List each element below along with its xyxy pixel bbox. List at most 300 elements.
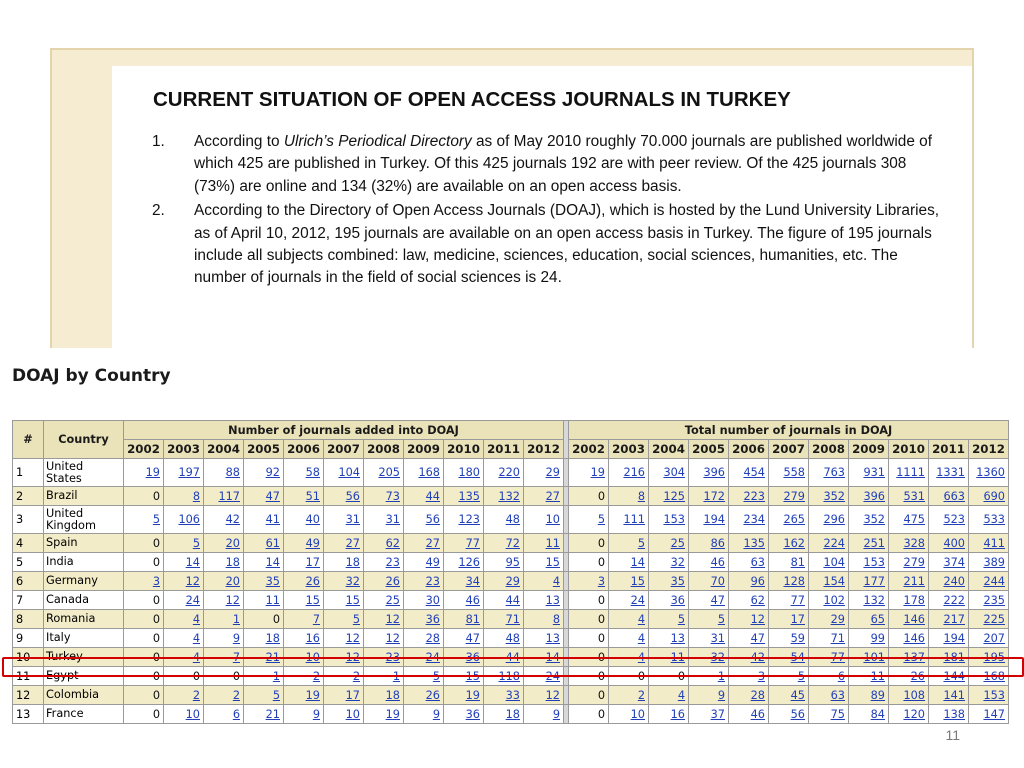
count-link[interactable]: 4 xyxy=(677,688,685,702)
total-cell-2005 xyxy=(689,705,729,724)
count-link[interactable]: 72 xyxy=(505,536,520,550)
count-link[interactable]: 28 xyxy=(750,688,765,702)
total-cell-2010 xyxy=(889,553,929,572)
count-link[interactable]: 11 xyxy=(670,650,685,664)
count-link[interactable]: 374 xyxy=(943,555,965,569)
count-link[interactable]: 108 xyxy=(903,688,925,702)
count-link[interactable]: 104 xyxy=(823,555,845,569)
count-link[interactable]: 27 xyxy=(345,536,360,550)
count-link[interactable]: 23 xyxy=(425,574,440,588)
count-link[interactable]: 63 xyxy=(750,555,765,569)
count-link[interactable]: 19 xyxy=(465,688,480,702)
count-link[interactable]: 180 xyxy=(458,466,480,479)
count-link[interactable]: 154 xyxy=(823,574,845,588)
count-link[interactable]: 36 xyxy=(425,612,440,626)
count-link[interactable]: 533 xyxy=(983,513,1005,526)
count-link[interactable]: 763 xyxy=(823,466,845,479)
count-link[interactable]: 10 xyxy=(545,513,560,526)
count-link[interactable]: 132 xyxy=(498,489,520,503)
count-link[interactable]: 77 xyxy=(465,536,480,550)
count-link[interactable]: 153 xyxy=(863,555,885,569)
count-link[interactable]: 13 xyxy=(670,631,685,645)
count-link[interactable]: 47 xyxy=(265,489,280,503)
count-link[interactable]: 15 xyxy=(305,593,320,607)
total-cell-2012 xyxy=(969,506,1009,534)
count-link[interactable]: 9 xyxy=(312,707,320,721)
count-link[interactable]: 177 xyxy=(863,574,885,588)
count-link[interactable]: 9 xyxy=(432,707,440,721)
count-link[interactable]: 2 xyxy=(192,688,200,702)
count-link[interactable]: 220 xyxy=(498,466,520,479)
count-link[interactable]: 931 xyxy=(863,466,885,479)
added-cell-2003 xyxy=(164,591,204,610)
count-link[interactable]: 132 xyxy=(863,593,885,607)
count-link[interactable]: 20 xyxy=(225,574,240,588)
added-cell-2004 xyxy=(204,459,244,487)
count-link[interactable]: 11 xyxy=(265,593,280,607)
year-header-added-2006: 2006 xyxy=(284,440,324,459)
count-link[interactable]: 19 xyxy=(590,466,605,479)
count-link[interactable]: 13 xyxy=(545,593,560,607)
count-link[interactable]: 5 xyxy=(272,688,280,702)
added-cell-2003 xyxy=(164,459,204,487)
count-link[interactable]: 8 xyxy=(552,612,560,626)
count-link[interactable]: 144 xyxy=(943,669,965,683)
count-link[interactable]: 24 xyxy=(630,593,645,607)
row-index: 10 xyxy=(13,648,44,667)
count-link[interactable]: 73 xyxy=(385,489,400,503)
total-cell-2010 xyxy=(889,459,929,487)
count-link[interactable]: 17 xyxy=(305,555,320,569)
table-row-italy xyxy=(13,629,1009,648)
count-link[interactable]: 18 xyxy=(225,555,240,569)
count-link[interactable]: 16 xyxy=(305,631,320,645)
count-link[interactable]: 279 xyxy=(783,489,805,503)
count-link[interactable]: 16 xyxy=(670,707,685,721)
added-cell-2005 xyxy=(244,610,284,629)
count-link[interactable]: 47 xyxy=(465,631,480,645)
count-link[interactable]: 71 xyxy=(505,612,520,626)
count-link[interactable]: 690 xyxy=(983,489,1005,503)
count-link[interactable]: 1360 xyxy=(976,466,1005,479)
count-link[interactable]: 7 xyxy=(312,612,320,626)
count-link[interactable]: 234 xyxy=(743,513,765,526)
count-link[interactable]: 279 xyxy=(903,555,925,569)
count-link[interactable]: 135 xyxy=(743,536,765,550)
count-link[interactable]: 14 xyxy=(265,555,280,569)
count-link[interactable]: 99 xyxy=(870,631,885,645)
count-link[interactable]: 9 xyxy=(552,707,560,721)
count-link[interactable]: 5 xyxy=(352,612,360,626)
count-link[interactable]: 15 xyxy=(630,574,645,588)
count-link[interactable]: 42 xyxy=(225,513,240,526)
count-link[interactable]: 31 xyxy=(345,513,360,526)
added-cell-2011 xyxy=(484,487,524,506)
count-link[interactable]: 17 xyxy=(345,688,360,702)
count-link[interactable]: 244 xyxy=(983,574,1005,588)
count-link[interactable]: 14 xyxy=(545,650,560,664)
added-cell-2009 xyxy=(404,487,444,506)
count-link[interactable]: 4 xyxy=(552,574,560,588)
count-link[interactable]: 86 xyxy=(710,536,725,550)
count-link[interactable]: 128 xyxy=(783,574,805,588)
count-link[interactable]: 1 xyxy=(717,669,725,683)
count-link[interactable]: 225 xyxy=(983,612,1005,626)
count-link[interactable]: 663 xyxy=(943,489,965,503)
count-link[interactable]: 106 xyxy=(178,513,200,526)
count-link[interactable]: 54 xyxy=(790,650,805,664)
count-link[interactable]: 29 xyxy=(545,466,560,479)
count-link[interactable]: 61 xyxy=(265,536,280,550)
count-link[interactable]: 3 xyxy=(757,669,765,683)
count-link[interactable]: 205 xyxy=(378,466,400,479)
count-link[interactable]: 15 xyxy=(465,669,480,683)
added-cell-2004 xyxy=(204,487,244,506)
count-link[interactable]: 48 xyxy=(505,631,520,645)
count-link[interactable]: 240 xyxy=(943,574,965,588)
count-link[interactable]: 35 xyxy=(265,574,280,588)
count-link[interactable]: 1111 xyxy=(896,466,925,479)
count-link[interactable]: 10 xyxy=(305,650,320,664)
count-link[interactable]: 8 xyxy=(192,489,200,503)
count-link[interactable]: 400 xyxy=(943,536,965,550)
count-link[interactable]: 137 xyxy=(903,650,925,664)
count-link[interactable]: 49 xyxy=(425,555,440,569)
count-link[interactable]: 27 xyxy=(425,536,440,550)
total-cell-2006 xyxy=(729,686,769,705)
count-link[interactable]: 21 xyxy=(265,707,280,721)
count-link[interactable]: 56 xyxy=(425,513,440,526)
count-link[interactable]: 197 xyxy=(178,466,200,479)
count-link[interactable]: 81 xyxy=(465,612,480,626)
added-cell-2006 xyxy=(284,705,324,724)
count-link[interactable]: 126 xyxy=(458,555,480,569)
count-link[interactable]: 84 xyxy=(870,707,885,721)
count-link[interactable]: 12 xyxy=(385,631,400,645)
count-link[interactable]: 5 xyxy=(677,612,685,626)
count-link[interactable]: 12 xyxy=(345,631,360,645)
count-link[interactable]: 125 xyxy=(663,489,685,503)
count-value: 0 xyxy=(597,707,605,721)
count-link[interactable]: 2 xyxy=(312,669,320,683)
count-link[interactable]: 5 xyxy=(717,612,725,626)
count-link[interactable]: 26 xyxy=(385,574,400,588)
count-link[interactable]: 1331 xyxy=(936,466,965,479)
count-link[interactable]: 47 xyxy=(750,631,765,645)
count-link[interactable]: 523 xyxy=(943,513,965,526)
added-cell-2003 xyxy=(164,629,204,648)
count-link[interactable]: 304 xyxy=(663,466,685,479)
count-link[interactable]: 42 xyxy=(750,650,765,664)
count-link[interactable]: 32 xyxy=(710,650,725,664)
count-link[interactable]: 10 xyxy=(345,707,360,721)
count-link[interactable]: 44 xyxy=(505,650,520,664)
count-link[interactable]: 29 xyxy=(830,612,845,626)
count-link[interactable]: 15 xyxy=(545,555,560,569)
count-link[interactable]: 31 xyxy=(385,513,400,526)
count-link[interactable]: 1 xyxy=(232,612,240,626)
count-link[interactable]: 62 xyxy=(385,536,400,550)
count-link[interactable]: 211 xyxy=(903,574,925,588)
count-link[interactable]: 328 xyxy=(903,536,925,550)
count-link[interactable]: 19 xyxy=(305,688,320,702)
count-link[interactable]: 63 xyxy=(830,688,845,702)
count-link[interactable]: 96 xyxy=(750,574,765,588)
total-cell-2010 xyxy=(889,534,929,553)
count-link[interactable]: 168 xyxy=(418,466,440,479)
total-cell-2003 xyxy=(609,459,649,487)
bullet-point-2 xyxy=(150,200,940,290)
count-link[interactable]: 194 xyxy=(943,631,965,645)
count-link[interactable]: 18 xyxy=(265,631,280,645)
count-link[interactable]: 17 xyxy=(790,612,805,626)
count-link[interactable]: 389 xyxy=(983,555,1005,569)
count-link[interactable]: 10 xyxy=(630,707,645,721)
count-link[interactable]: 251 xyxy=(863,536,885,550)
total-cell-2009 xyxy=(849,591,889,610)
count-link[interactable]: 475 xyxy=(903,513,925,526)
count-link[interactable]: 27 xyxy=(545,489,560,503)
count-link[interactable]: 77 xyxy=(790,593,805,607)
count-link[interactable]: 92 xyxy=(265,466,280,479)
added-cell-2003 xyxy=(164,487,204,506)
count-link[interactable]: 59 xyxy=(790,631,805,645)
count-link[interactable]: 44 xyxy=(505,593,520,607)
count-link[interactable]: 62 xyxy=(750,593,765,607)
count-link[interactable]: 15 xyxy=(345,593,360,607)
count-link[interactable]: 296 xyxy=(823,513,845,526)
count-link[interactable]: 5 xyxy=(597,513,605,526)
count-link[interactable]: 12 xyxy=(750,612,765,626)
count-link[interactable]: 4 xyxy=(192,650,200,664)
count-link[interactable]: 14 xyxy=(630,555,645,569)
count-link[interactable]: 48 xyxy=(505,513,520,526)
count-link[interactable]: 411 xyxy=(983,536,1005,550)
count-link[interactable]: 13 xyxy=(545,631,560,645)
count-link[interactable]: 531 xyxy=(903,489,925,503)
count-link[interactable]: 14 xyxy=(185,555,200,569)
count-link[interactable]: 111 xyxy=(623,513,645,526)
count-link[interactable]: 4 xyxy=(637,612,645,626)
count-link[interactable]: 223 xyxy=(743,489,765,503)
added-cell-2008 xyxy=(364,506,404,534)
count-link[interactable]: 5 xyxy=(432,669,440,683)
count-link[interactable]: 33 xyxy=(505,688,520,702)
count-link[interactable]: 29 xyxy=(505,574,520,588)
count-link[interactable]: 46 xyxy=(465,593,480,607)
count-link[interactable]: 146 xyxy=(903,631,925,645)
count-link[interactable]: 9 xyxy=(232,631,240,645)
count-link[interactable]: 117 xyxy=(218,489,240,503)
count-link[interactable]: 12 xyxy=(545,688,560,702)
count-link[interactable]: 18 xyxy=(385,688,400,702)
count-link[interactable]: 102 xyxy=(823,593,845,607)
total-cell-2004 xyxy=(649,459,689,487)
count-link[interactable]: 153 xyxy=(663,513,685,526)
count-link[interactable]: 123 xyxy=(458,513,480,526)
count-link[interactable]: 18 xyxy=(345,555,360,569)
count-link[interactable]: 19 xyxy=(145,466,160,479)
added-cell-2010 xyxy=(444,506,484,534)
count-link[interactable]: 23 xyxy=(385,555,400,569)
count-link[interactable]: 265 xyxy=(783,513,805,526)
count-link[interactable]: 24 xyxy=(425,650,440,664)
added-cell-2007 xyxy=(324,487,364,506)
count-link[interactable]: 46 xyxy=(710,555,725,569)
count-link[interactable]: 46 xyxy=(750,707,765,721)
count-link[interactable]: 24 xyxy=(185,593,200,607)
count-link[interactable]: 146 xyxy=(903,612,925,626)
count-link[interactable]: 168 xyxy=(983,669,1005,683)
count-link[interactable]: 352 xyxy=(863,513,885,526)
count-link[interactable]: 32 xyxy=(670,555,685,569)
count-link[interactable]: 6 xyxy=(232,707,240,721)
count-link[interactable]: 11 xyxy=(870,669,885,683)
count-link[interactable]: 45 xyxy=(790,688,805,702)
total-cell-2008 xyxy=(809,534,849,553)
count-link[interactable]: 51 xyxy=(305,489,320,503)
count-link[interactable]: 7 xyxy=(232,650,240,664)
count-link[interactable]: 135 xyxy=(458,489,480,503)
count-link[interactable]: 4 xyxy=(192,612,200,626)
count-link[interactable]: 5 xyxy=(797,669,805,683)
count-link[interactable]: 36 xyxy=(465,707,480,721)
count-link[interactable]: 19 xyxy=(385,707,400,721)
count-link[interactable]: 4 xyxy=(192,631,200,645)
count-link[interactable]: 2 xyxy=(352,669,360,683)
count-link[interactable]: 396 xyxy=(863,489,885,503)
count-link[interactable]: 71 xyxy=(830,631,845,645)
count-link[interactable]: 49 xyxy=(305,536,320,550)
count-link[interactable]: 28 xyxy=(425,631,440,645)
count-link[interactable]: 118 xyxy=(498,669,520,683)
count-link[interactable]: 18 xyxy=(505,707,520,721)
count-link[interactable]: 222 xyxy=(943,593,965,607)
count-link[interactable]: 224 xyxy=(823,536,845,550)
count-link[interactable]: 32 xyxy=(345,574,360,588)
year-header-total-2007: 2007 xyxy=(769,440,809,459)
count-link[interactable]: 5 xyxy=(192,536,200,550)
count-link[interactable]: 75 xyxy=(830,707,845,721)
count-link[interactable]: 58 xyxy=(305,466,320,479)
count-link[interactable]: 138 xyxy=(943,707,965,721)
total-cell-2009 xyxy=(849,487,889,506)
count-link[interactable]: 37 xyxy=(710,707,725,721)
count-link[interactable]: 40 xyxy=(305,513,320,526)
year-header-total-2012: 2012 xyxy=(969,440,1009,459)
count-link[interactable]: 44 xyxy=(425,489,440,503)
count-link[interactable]: 34 xyxy=(465,574,480,588)
count-link[interactable]: 56 xyxy=(790,707,805,721)
count-link[interactable]: 77 xyxy=(830,650,845,664)
count-link[interactable]: 217 xyxy=(943,612,965,626)
count-link[interactable]: 12 xyxy=(225,593,240,607)
count-link[interactable]: 216 xyxy=(623,466,645,479)
count-link[interactable]: 70 xyxy=(710,574,725,588)
count-link[interactable]: 23 xyxy=(385,650,400,664)
count-link[interactable]: 352 xyxy=(823,489,845,503)
count-link[interactable]: 24 xyxy=(545,669,560,683)
count-link[interactable]: 172 xyxy=(703,489,725,503)
count-link[interactable]: 104 xyxy=(338,466,360,479)
count-link[interactable]: 178 xyxy=(903,593,925,607)
count-link[interactable]: 20 xyxy=(225,536,240,550)
count-link[interactable]: 141 xyxy=(943,688,965,702)
added-cell-2004 xyxy=(204,610,244,629)
count-link[interactable]: 235 xyxy=(983,593,1005,607)
count-link[interactable]: 5 xyxy=(637,536,645,550)
count-link[interactable]: 26 xyxy=(910,669,925,683)
count-link[interactable]: 89 xyxy=(870,688,885,702)
count-link[interactable]: 2 xyxy=(637,688,645,702)
count-link[interactable]: 26 xyxy=(305,574,320,588)
count-link[interactable]: 8 xyxy=(637,489,645,503)
count-link[interactable]: 4 xyxy=(637,631,645,645)
count-link[interactable]: 6 xyxy=(837,669,845,683)
count-link[interactable]: 153 xyxy=(983,688,1005,702)
count-link[interactable]: 41 xyxy=(265,513,280,526)
count-link[interactable]: 194 xyxy=(703,513,725,526)
total-cell-2007 xyxy=(769,572,809,591)
count-link[interactable]: 162 xyxy=(783,536,805,550)
count-link[interactable]: 2 xyxy=(232,688,240,702)
count-link[interactable]: 47 xyxy=(710,593,725,607)
count-link[interactable]: 21 xyxy=(265,650,280,664)
count-link[interactable]: 195 xyxy=(983,650,1005,664)
count-link[interactable]: 36 xyxy=(670,593,685,607)
count-link[interactable]: 12 xyxy=(345,650,360,664)
count-link[interactable]: 5 xyxy=(152,513,160,526)
count-link[interactable]: 3 xyxy=(152,574,160,588)
count-link[interactable]: 81 xyxy=(790,555,805,569)
count-link[interactable]: 101 xyxy=(863,650,885,664)
count-link[interactable]: 558 xyxy=(783,466,805,479)
count-link[interactable]: 4 xyxy=(637,650,645,664)
count-link[interactable]: 207 xyxy=(983,631,1005,645)
count-link[interactable]: 25 xyxy=(385,593,400,607)
count-link[interactable]: 30 xyxy=(425,593,440,607)
count-link[interactable]: 36 xyxy=(465,650,480,664)
count-link[interactable]: 454 xyxy=(743,466,765,479)
added-cell-2011 xyxy=(484,686,524,705)
count-link[interactable]: 396 xyxy=(703,466,725,479)
count-link[interactable]: 10 xyxy=(185,707,200,721)
count-link[interactable]: 65 xyxy=(870,612,885,626)
count-value: 0 xyxy=(637,669,645,683)
count-link[interactable]: 56 xyxy=(345,489,360,503)
count-link[interactable]: 31 xyxy=(710,631,725,645)
table-row-united-states xyxy=(13,459,1009,487)
count-link[interactable]: 11 xyxy=(545,536,560,550)
count-link[interactable]: 1 xyxy=(392,669,400,683)
count-link[interactable]: 147 xyxy=(983,707,1005,721)
count-link[interactable]: 12 xyxy=(385,612,400,626)
count-link[interactable]: 25 xyxy=(670,536,685,550)
count-link[interactable]: 26 xyxy=(425,688,440,702)
count-link[interactable]: 3 xyxy=(597,574,605,588)
count-link[interactable]: 181 xyxy=(943,650,965,664)
count-link[interactable]: 12 xyxy=(185,574,200,588)
count-link[interactable]: 120 xyxy=(903,707,925,721)
total-cell-2005 xyxy=(689,629,729,648)
year-header-total-2010: 2010 xyxy=(889,440,929,459)
count-link[interactable]: 88 xyxy=(225,466,240,479)
count-link[interactable]: 95 xyxy=(505,555,520,569)
count-link[interactable]: 1 xyxy=(272,669,280,683)
count-link[interactable]: 35 xyxy=(670,574,685,588)
total-cell-2008 xyxy=(809,686,849,705)
count-link[interactable]: 9 xyxy=(717,688,725,702)
